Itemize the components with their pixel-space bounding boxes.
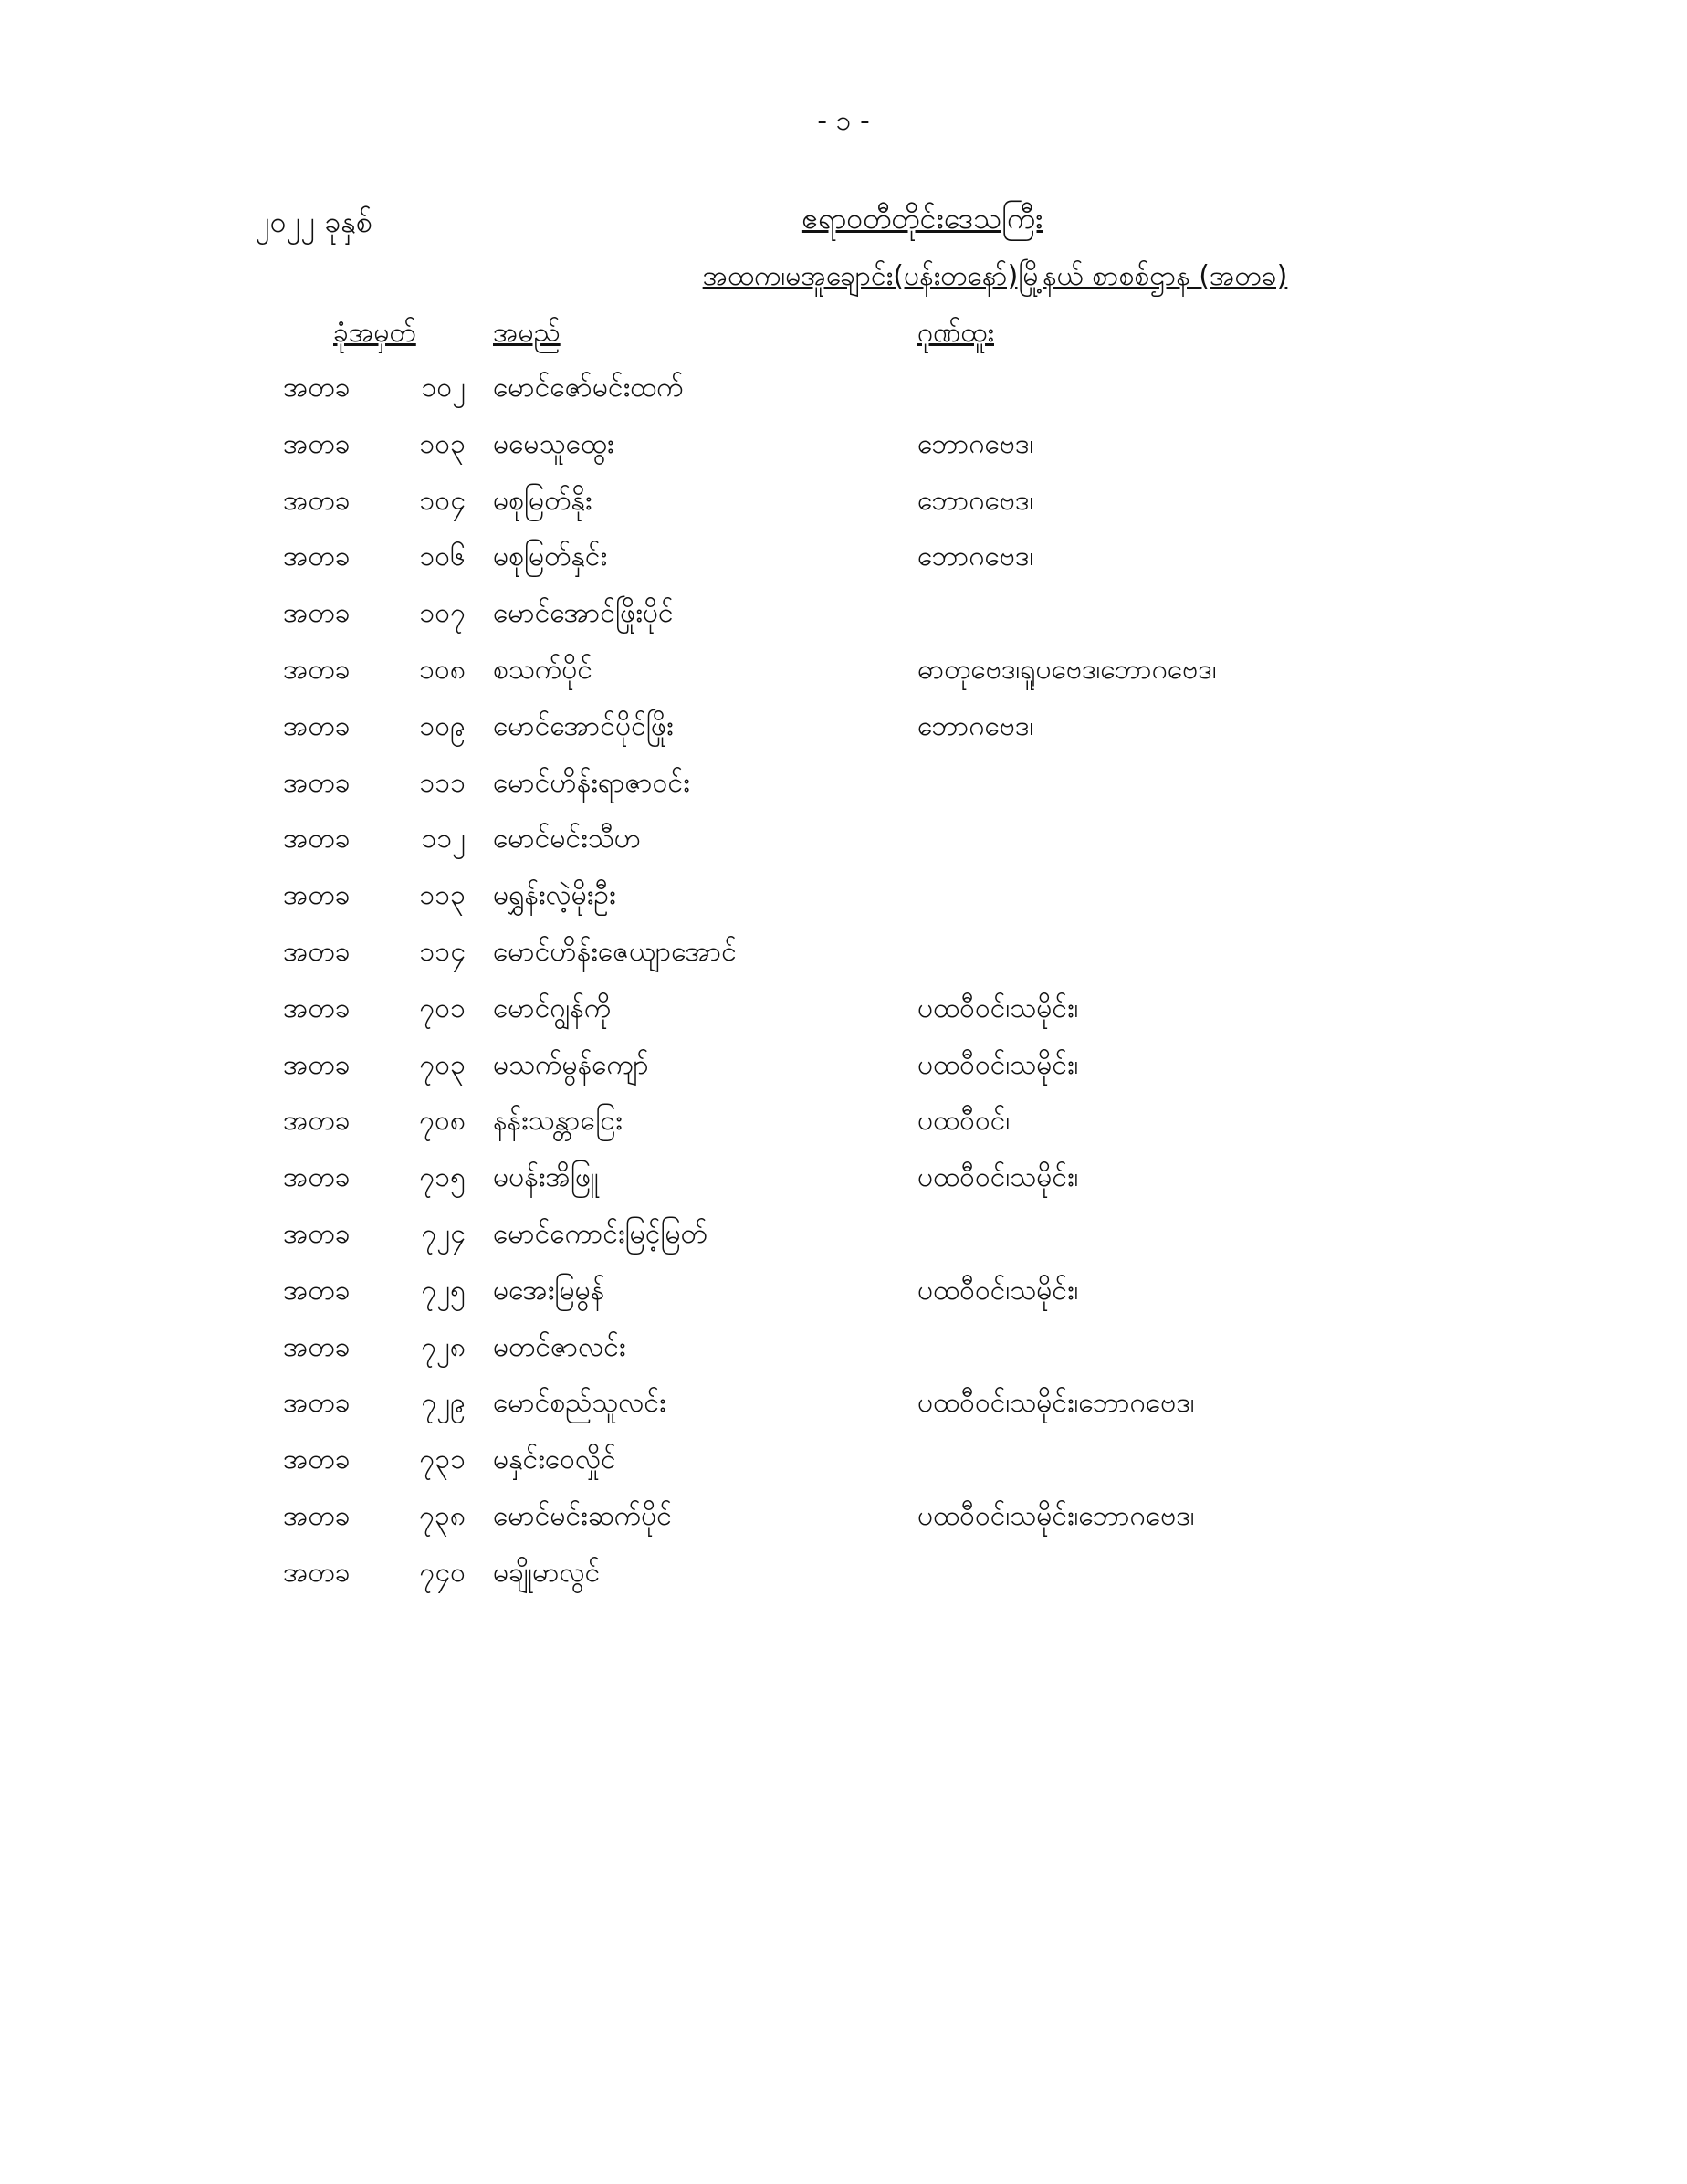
student-name: မစုမြတ်နိုး: [493, 484, 592, 517]
list-item: [0, 482, 1687, 539]
roll-number: ၇၄၀: [419, 1556, 466, 1589]
document-subtitle: အထက၊မအူချောင်း(ပန်းတနော်)မြို့နယ် စာစစ်ဌာန (အတခ): [702, 260, 1288, 292]
roll-prefix: အတခ: [283, 541, 351, 573]
results-list: [0, 369, 1687, 1611]
list-item: [0, 708, 1687, 764]
roll-number: ၁၁၄: [419, 935, 466, 968]
student-name: နန်းသန္တာငြေး: [493, 1105, 623, 1138]
student-name: မတင်ဇာလင်း: [493, 1330, 626, 1363]
roll-prefix: အတခ: [283, 992, 351, 1024]
roll-number: ၇၃၁: [419, 1444, 466, 1476]
list-item: [0, 1046, 1687, 1103]
roll-prefix: အတခ: [283, 1330, 351, 1363]
roll-prefix: အတခ: [283, 1274, 351, 1307]
list-item: [0, 1497, 1687, 1554]
student-name: မအေးမြမွန်: [493, 1274, 605, 1307]
distinction-subjects: ဓာတုဗေဒ၊ရူပဗေဒ၊ဘောဂဗေဒ၊: [917, 653, 1217, 686]
roll-prefix: အတခ: [283, 1105, 351, 1138]
roll-number: ၁၀၃: [419, 427, 466, 460]
column-header-name: အမည်: [493, 317, 561, 349]
roll-prefix: အတခ: [283, 766, 351, 799]
distinction-subjects: ပထဝီဝင်၊သမိုင်း၊: [917, 1161, 1079, 1194]
roll-number: ၇၀၁: [419, 992, 466, 1024]
distinction-subjects: ဘောဂဗေဒ၊: [917, 484, 1034, 517]
distinction-subjects: ဘောဂဗေဒ၊: [917, 427, 1034, 460]
roll-prefix: အတခ: [283, 1499, 351, 1532]
page-number: - ၁ -: [817, 105, 870, 137]
list-item: [0, 1328, 1687, 1385]
list-item: [0, 764, 1687, 821]
list-item: [0, 538, 1687, 594]
distinction-subjects: ပထဝီဝင်၊သမိုင်း၊: [917, 1274, 1079, 1307]
roll-number: ၇၀၃: [419, 1048, 466, 1081]
roll-prefix: အတခ: [283, 653, 351, 686]
column-header-distinction: ဂုဏ်ထူး: [917, 317, 994, 349]
roll-number: ၁၀၆: [419, 541, 466, 573]
roll-number: ၁၁၃: [419, 879, 466, 912]
roll-number: ၁၀၇: [419, 597, 466, 630]
distinction-subjects: ဘောဂဗေဒ၊: [917, 541, 1034, 573]
roll-number: ၁၀၈: [419, 653, 466, 686]
distinction-subjects: ပထဝီဝင်၊သမိုင်း၊ဘောဂဗေဒ၊: [917, 1499, 1195, 1532]
roll-number: ၁၀၉: [419, 709, 466, 742]
column-header-roll-no: ခုံအမှတ်: [333, 317, 416, 349]
list-item: [0, 425, 1687, 482]
list-item: [0, 1441, 1687, 1497]
student-name: မပန်းအိဖြူ: [493, 1161, 599, 1194]
roll-number: ၇၃၈: [419, 1499, 466, 1532]
roll-prefix: အတခ: [283, 484, 351, 517]
list-item: [0, 820, 1687, 877]
student-name: မစုမြတ်နှင်း: [493, 541, 608, 573]
student-name: မနှင်းဝေလှိုင်: [493, 1444, 616, 1476]
distinction-subjects: ပထဝီဝင်၊သမိုင်း၊: [917, 992, 1079, 1024]
roll-prefix: အတခ: [283, 372, 351, 404]
list-item: [0, 990, 1687, 1046]
roll-prefix: အတခ: [283, 1387, 351, 1420]
roll-number: ၁၀၄: [419, 484, 466, 517]
roll-number: ၇၂၅: [421, 1274, 466, 1307]
roll-prefix: အတခ: [283, 823, 351, 856]
roll-prefix: အတခ: [283, 1444, 351, 1476]
roll-number: ၁၁၂: [421, 823, 466, 856]
list-item: [0, 1384, 1687, 1441]
roll-number: ၇၂၈: [421, 1330, 466, 1363]
year-label: ၂၀၂၂ ခုနှစ်: [256, 205, 372, 239]
student-name: မရွှန်းလဲ့မိုးဦး: [493, 879, 616, 912]
list-item: [0, 1272, 1687, 1328]
list-item: [0, 1159, 1687, 1215]
list-item: [0, 594, 1687, 651]
student-name: စသက်ပိုင်: [493, 653, 592, 686]
list-item: [0, 1102, 1687, 1159]
list-item: [0, 1215, 1687, 1272]
roll-prefix: အတခ: [283, 1556, 351, 1589]
list-item: [0, 933, 1687, 990]
roll-number: ၇၂၄: [421, 1217, 466, 1250]
student-name: မမေသူထွေး: [493, 427, 614, 460]
roll-prefix: အတခ: [283, 709, 351, 742]
student-name: မချိုမာလွင်: [493, 1556, 601, 1589]
roll-prefix: အတခ: [283, 597, 351, 630]
student-name: မောင်ဟိန်းဇေယျာအောင်: [493, 935, 737, 968]
distinction-subjects: ပထဝီဝင်၊သမိုင်း၊ဘောဂဗေဒ၊: [917, 1387, 1195, 1420]
student-name: မောင်မင်းသီဟ: [493, 823, 642, 856]
list-item: [0, 877, 1687, 933]
roll-number: ၁၁၁: [419, 766, 466, 799]
student-name: မောင်အောင်ပိုင်ဖြိုး: [493, 709, 674, 742]
student-name: မောင်ကောင်းမြင့်မြတ်: [493, 1217, 707, 1250]
document-title: ဧရာဝတီတိုင်းဒေသကြီး: [801, 201, 1043, 236]
student-name: မောင်စည်သူလင်း: [493, 1387, 666, 1420]
student-name: မောင်အောင်ဖြိုးပိုင်: [493, 597, 674, 630]
roll-prefix: အတခ: [283, 1161, 351, 1194]
student-name: မောင်ဟိန်းရာဇာဝင်း: [493, 766, 690, 799]
roll-prefix: အတခ: [283, 935, 351, 968]
student-name: မောင်ဇော်မင်းထက်: [493, 372, 684, 404]
roll-prefix: အတခ: [283, 1217, 351, 1250]
distinction-subjects: ပထဝီဝင်၊: [917, 1105, 1011, 1138]
student-name: မောင်မင်းဆက်ပိုင်: [493, 1499, 672, 1532]
roll-number: ၇၀၈: [419, 1105, 466, 1138]
roll-number: ၇၂၉: [421, 1387, 466, 1420]
roll-prefix: အတခ: [283, 1048, 351, 1081]
distinction-subjects: ပထဝီဝင်၊သမိုင်း၊: [917, 1048, 1079, 1081]
student-name: မသက်မွန်ကျော်: [493, 1048, 649, 1081]
distinction-subjects: ဘောဂဗေဒ၊: [917, 709, 1034, 742]
roll-prefix: အတခ: [283, 879, 351, 912]
roll-prefix: အတခ: [283, 427, 351, 460]
student-name: မောင်ဂျွန်ကို: [493, 992, 612, 1024]
list-item: [0, 651, 1687, 708]
list-item: [0, 369, 1687, 425]
list-item: [0, 1554, 1687, 1611]
roll-number: ၇၁၅: [419, 1161, 466, 1194]
roll-number: ၁၀၂: [421, 372, 466, 404]
